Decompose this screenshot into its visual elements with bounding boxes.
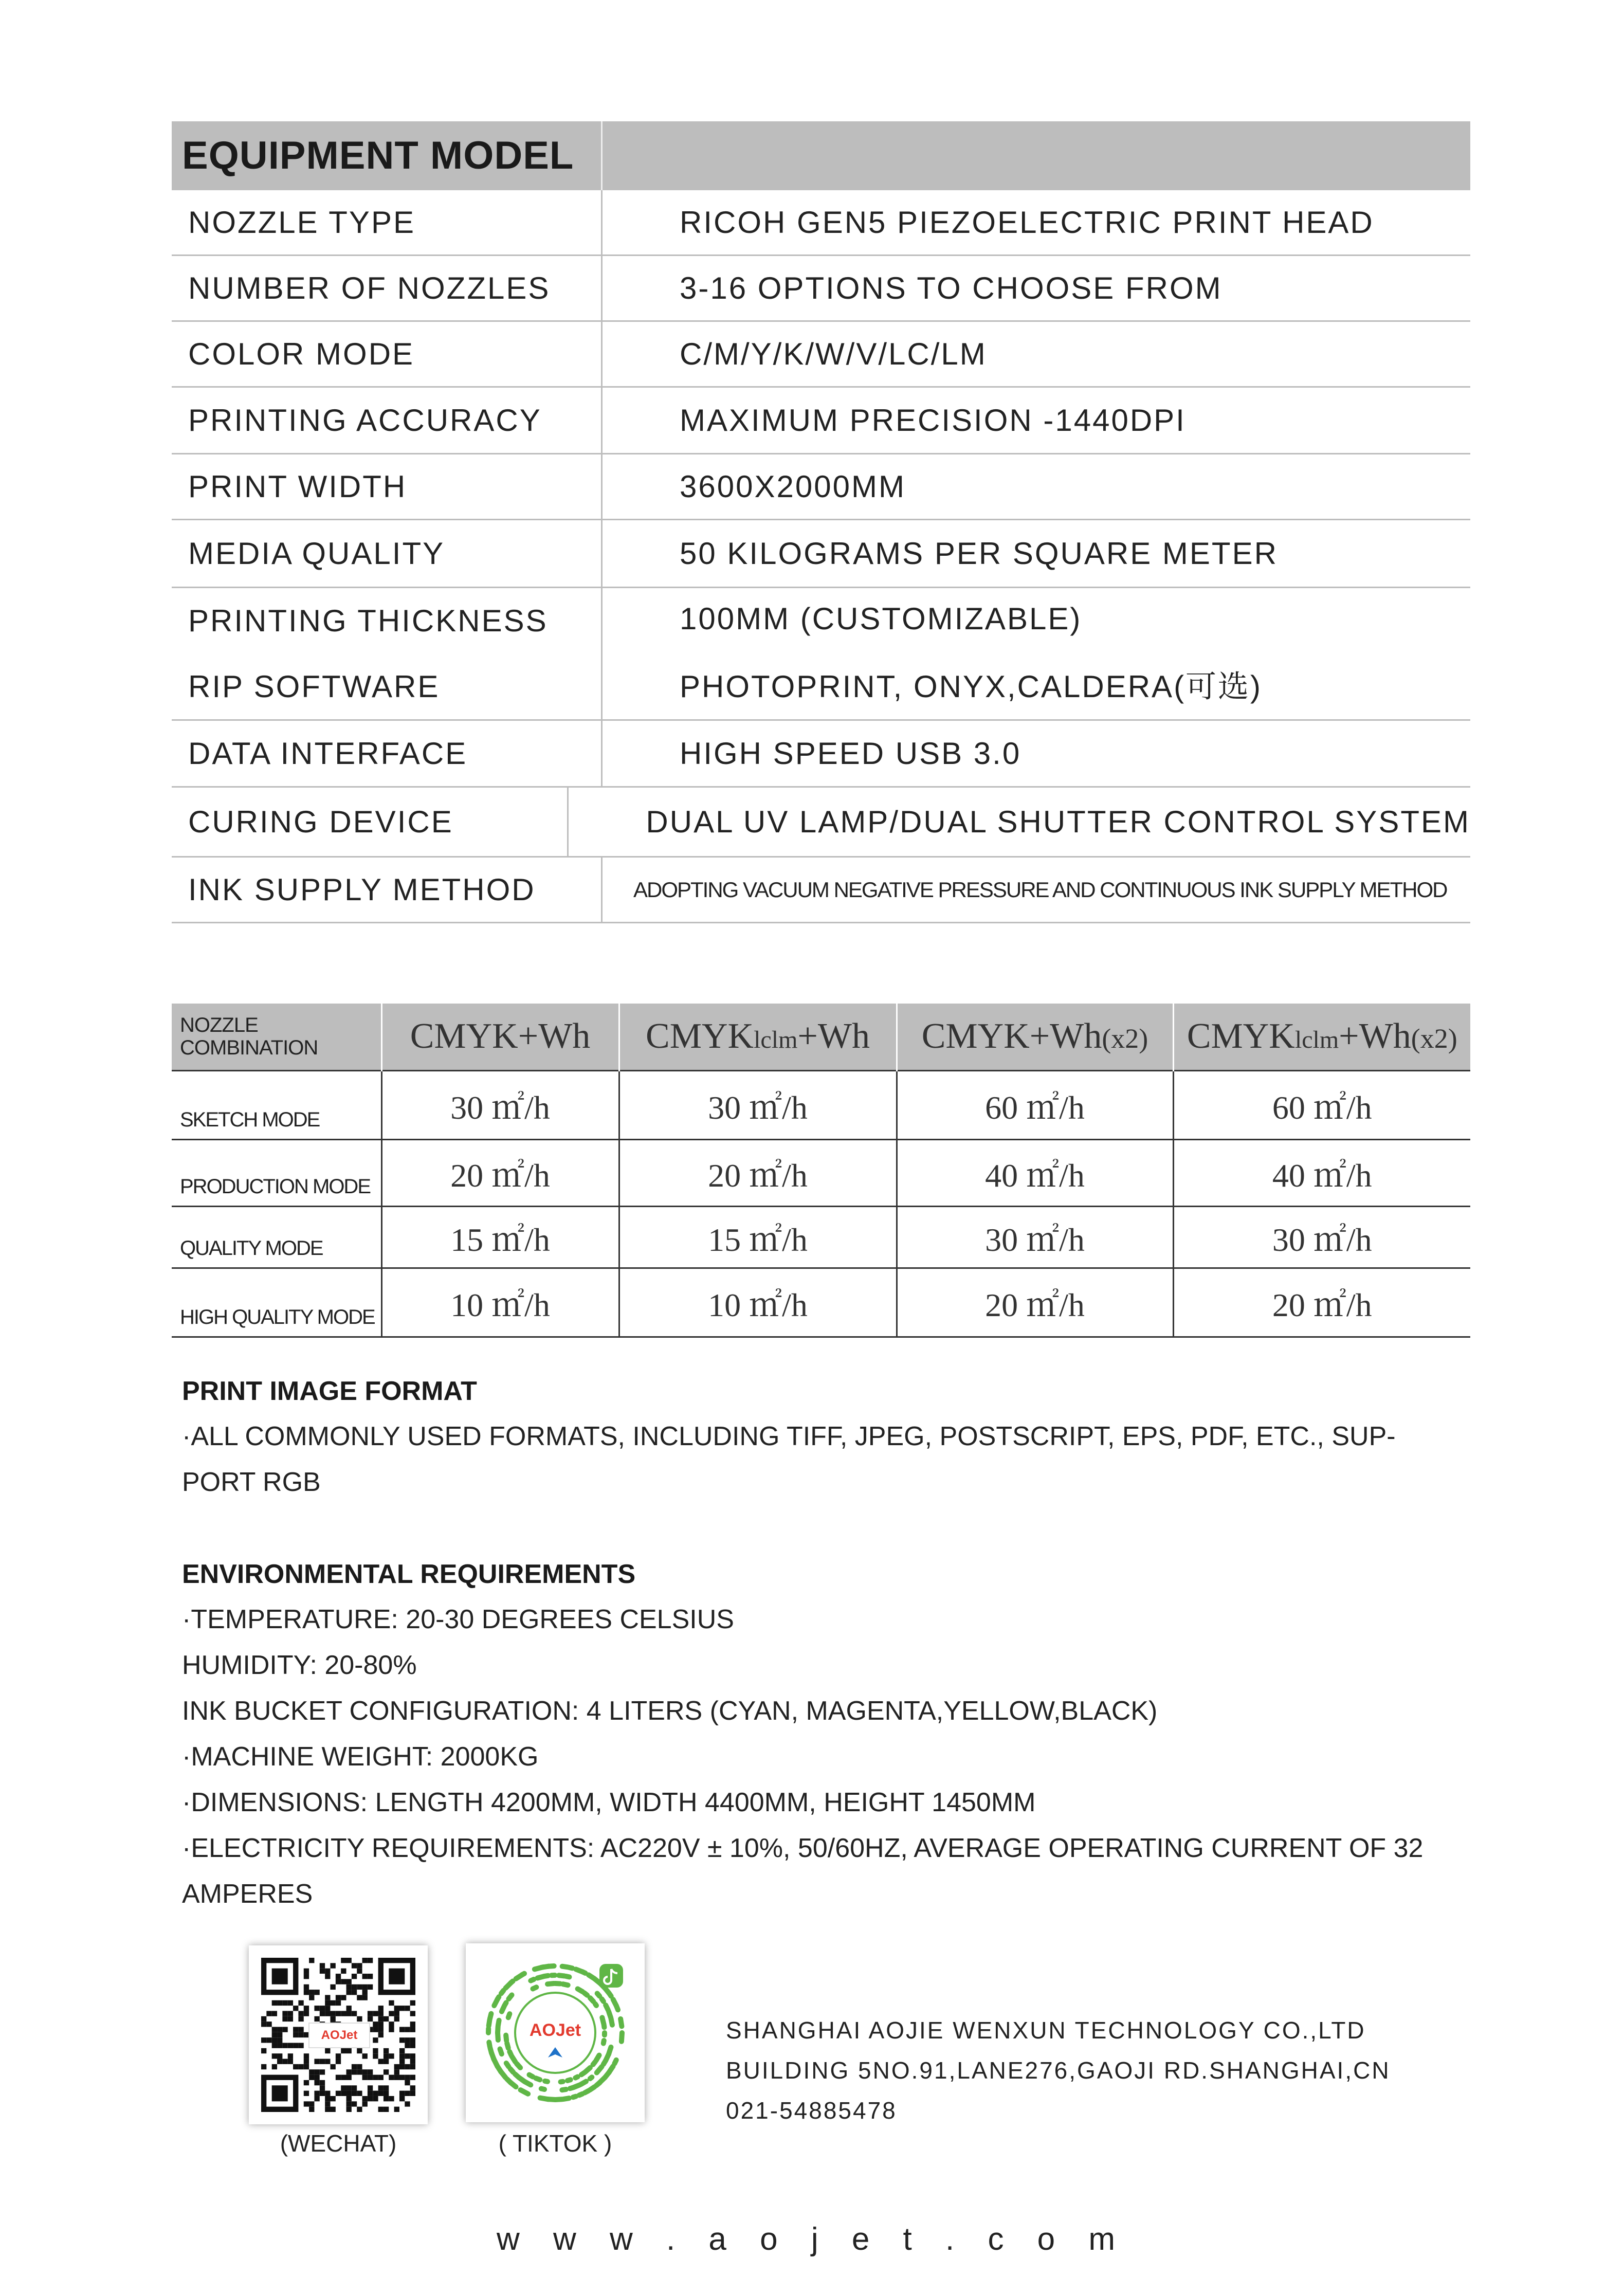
spec-label: PRINTING ACCURACY (172, 388, 603, 453)
environment-section (182, 1552, 1477, 1917)
speed-cell: 15 ㎡/h (381, 1206, 619, 1268)
nozzle-header-row (172, 1004, 1470, 1070)
spec-value: C/M/Y/K/W/V/LC/LM (680, 337, 987, 371)
body-line: ·TEMPERATURE: 20-30 DEGREES CELSIUS (182, 1605, 734, 1634)
mode-label: PRODUCTION MODE (180, 1175, 370, 1198)
spec-row (172, 858, 1470, 923)
spec-table (172, 121, 1470, 923)
wechat-label: (WECHAT) (280, 2130, 397, 2157)
spec-row (172, 388, 1470, 454)
spec-label: DATA INTERFACE (172, 721, 603, 786)
mode-label: QUALITY MODE (180, 1236, 323, 1260)
company-name: SHANGHAI AOJIE WENXUN TECHNOLOGY CO.,LTD (726, 2017, 1366, 2044)
spec-row (172, 190, 1470, 256)
spec-row (172, 256, 1470, 322)
spec-label: COLOR MODE (172, 322, 603, 386)
company-phone: 021-54885478 (726, 2097, 897, 2124)
nozzle-combination-label: NOZZLE COMBINATION (180, 1014, 318, 1060)
spec-label: NOZZLE TYPE (172, 190, 603, 254)
spec-value: MAXIMUM PRECISION -1440DPI (680, 403, 1186, 438)
environment-heading: ENVIRONMENTAL REQUIREMENTS (182, 1559, 636, 1589)
company-info (726, 2010, 1391, 2130)
speed-cell: 30 ㎡/h (897, 1206, 1173, 1268)
spec-value: HIGH SPEED USB 3.0 (680, 736, 1021, 771)
spec-row-double (172, 588, 1470, 721)
spec-value: 3600X2000MM (680, 469, 906, 504)
speed-cell: 60 ㎡/h (897, 1070, 1173, 1139)
speed-cell: 40 ㎡/h (897, 1139, 1173, 1206)
spec-value: DUAL UV LAMP/DUAL SHUTTER CONTROL SYSTEM (646, 805, 1470, 839)
mode-label: HIGH QUALITY MODE (180, 1305, 375, 1328)
print-format-heading: PRINT IMAGE FORMAT (182, 1376, 477, 1406)
column-header: CMYK+Wh(x2) (897, 1004, 1173, 1070)
print-format-section (182, 1369, 1477, 1505)
speed-cell: 10 ㎡/h (381, 1268, 619, 1337)
website-url: w w w . a o j e t . c o m (496, 2221, 1128, 2257)
body-line: ·ALL COMMONLY USED FORMATS, INCLUDING TIFF, JPEG, POSTSCRIPT, EPS, PDF, ETC., SUP- (182, 1422, 1396, 1451)
spec-value: ADOPTING VACUUM NEGATIVE PRESSURE AND CONTINUOUS INK SUPPLY METHOD (633, 877, 1447, 902)
spec-row (172, 322, 1470, 388)
spec-value: 100MM (CUSTOMIZABLE) (680, 602, 1082, 636)
spec-row (172, 721, 1470, 788)
spec-label: PRINTING THICKNESS (188, 604, 548, 639)
speed-cell: 30 ㎡/h (619, 1070, 897, 1139)
spec-value: RICOH GEN5 PIEZOELECTRIC PRINT HEAD (680, 205, 1374, 240)
spec-value: 50 KILOGRAMS PER SQUARE METER (680, 536, 1278, 571)
equipment-model-title: EQUIPMENT MODEL (172, 121, 603, 190)
speed-cell: 20 ㎡/h (619, 1139, 897, 1206)
body-line: ·MACHINE WEIGHT: 2000KG (182, 1742, 539, 1772)
spec-table-header (172, 121, 1470, 190)
spec-value: 3-16 OPTIONS TO CHOOSE FROM (680, 271, 1222, 305)
speed-cell: 20 ㎡/h (897, 1268, 1173, 1337)
speed-cell: 40 ㎡/h (1173, 1139, 1470, 1206)
spec-row (172, 520, 1470, 588)
body-line: HUMIDITY: 20-80% (182, 1650, 417, 1680)
body-line: ·DIMENSIONS: LENGTH 4200MM, WIDTH 4400MM, HEIGHT 1450MM (182, 1788, 1036, 1817)
tiktok-qr-code (466, 1943, 645, 2122)
spec-label: CURING DEVICE (172, 788, 569, 856)
body-line: ·ELECTRICITY REQUIREMENTS: AC220V ± 10%, 50/60HZ, AVERAGE OPERATING CURRENT OF 32 (182, 1833, 1424, 1863)
spec-label: PRINT WIDTH (172, 454, 603, 519)
tiktok-label: ( TIKTOK ) (498, 2130, 612, 2157)
speed-cell: 60 ㎡/h (1173, 1070, 1470, 1139)
spec-value-pair (603, 588, 1470, 719)
spec-label-pair (172, 588, 603, 719)
speed-cell: 20 ㎡/h (1173, 1268, 1470, 1337)
spec-label: NUMBER OF NOZZLES (172, 256, 603, 320)
spec-label: INK SUPPLY METHOD (172, 858, 603, 922)
spec-row (172, 788, 1470, 858)
spec-label: MEDIA QUALITY (172, 520, 603, 587)
nozzle-combination-table (172, 1004, 1470, 1338)
column-header: CMYK+Wh (381, 1004, 619, 1070)
mode-label: SKETCH MODE (172, 1070, 381, 1139)
spec-row (172, 454, 1470, 520)
column-header: CMYKlclm+Wh(x2) (1173, 1004, 1470, 1070)
body-line: AMPERES (182, 1879, 313, 1909)
spec-label: RIP SOFTWARE (188, 669, 440, 704)
table-row (172, 1139, 1470, 1206)
speed-cell: 20 ㎡/h (381, 1139, 619, 1206)
speed-cell: 10 ㎡/h (619, 1268, 897, 1337)
company-address: BUILDING 5NO.91,LANE276,GAOJI RD.SHANGHAI,CN (726, 2057, 1391, 2084)
body-line: PORT RGB (182, 1467, 321, 1497)
speed-cell: 30 ㎡/h (381, 1070, 619, 1139)
tiktok-code-icon (478, 1956, 632, 2110)
spec-value: PHOTOPRINT, ONYX,CALDERA(可选) (680, 669, 1263, 704)
table-row (172, 1206, 1470, 1268)
speed-cell: 15 ㎡/h (619, 1206, 897, 1268)
column-header: CMYKlclm+Wh (619, 1004, 897, 1070)
wechat-qr-code (249, 1945, 428, 2124)
aojet-logo: AOJet (308, 2023, 370, 2048)
aojet-logo-mark: AOJet (529, 2020, 581, 2040)
speed-cell: 30 ㎡/h (1173, 1206, 1470, 1268)
body-line: INK BUCKET CONFIGURATION: 4 LITERS (CYAN, MAGENTA,YELLOW,BLACK) (182, 1696, 1158, 1726)
table-row (172, 1070, 1470, 1139)
table-row (172, 1268, 1470, 1337)
